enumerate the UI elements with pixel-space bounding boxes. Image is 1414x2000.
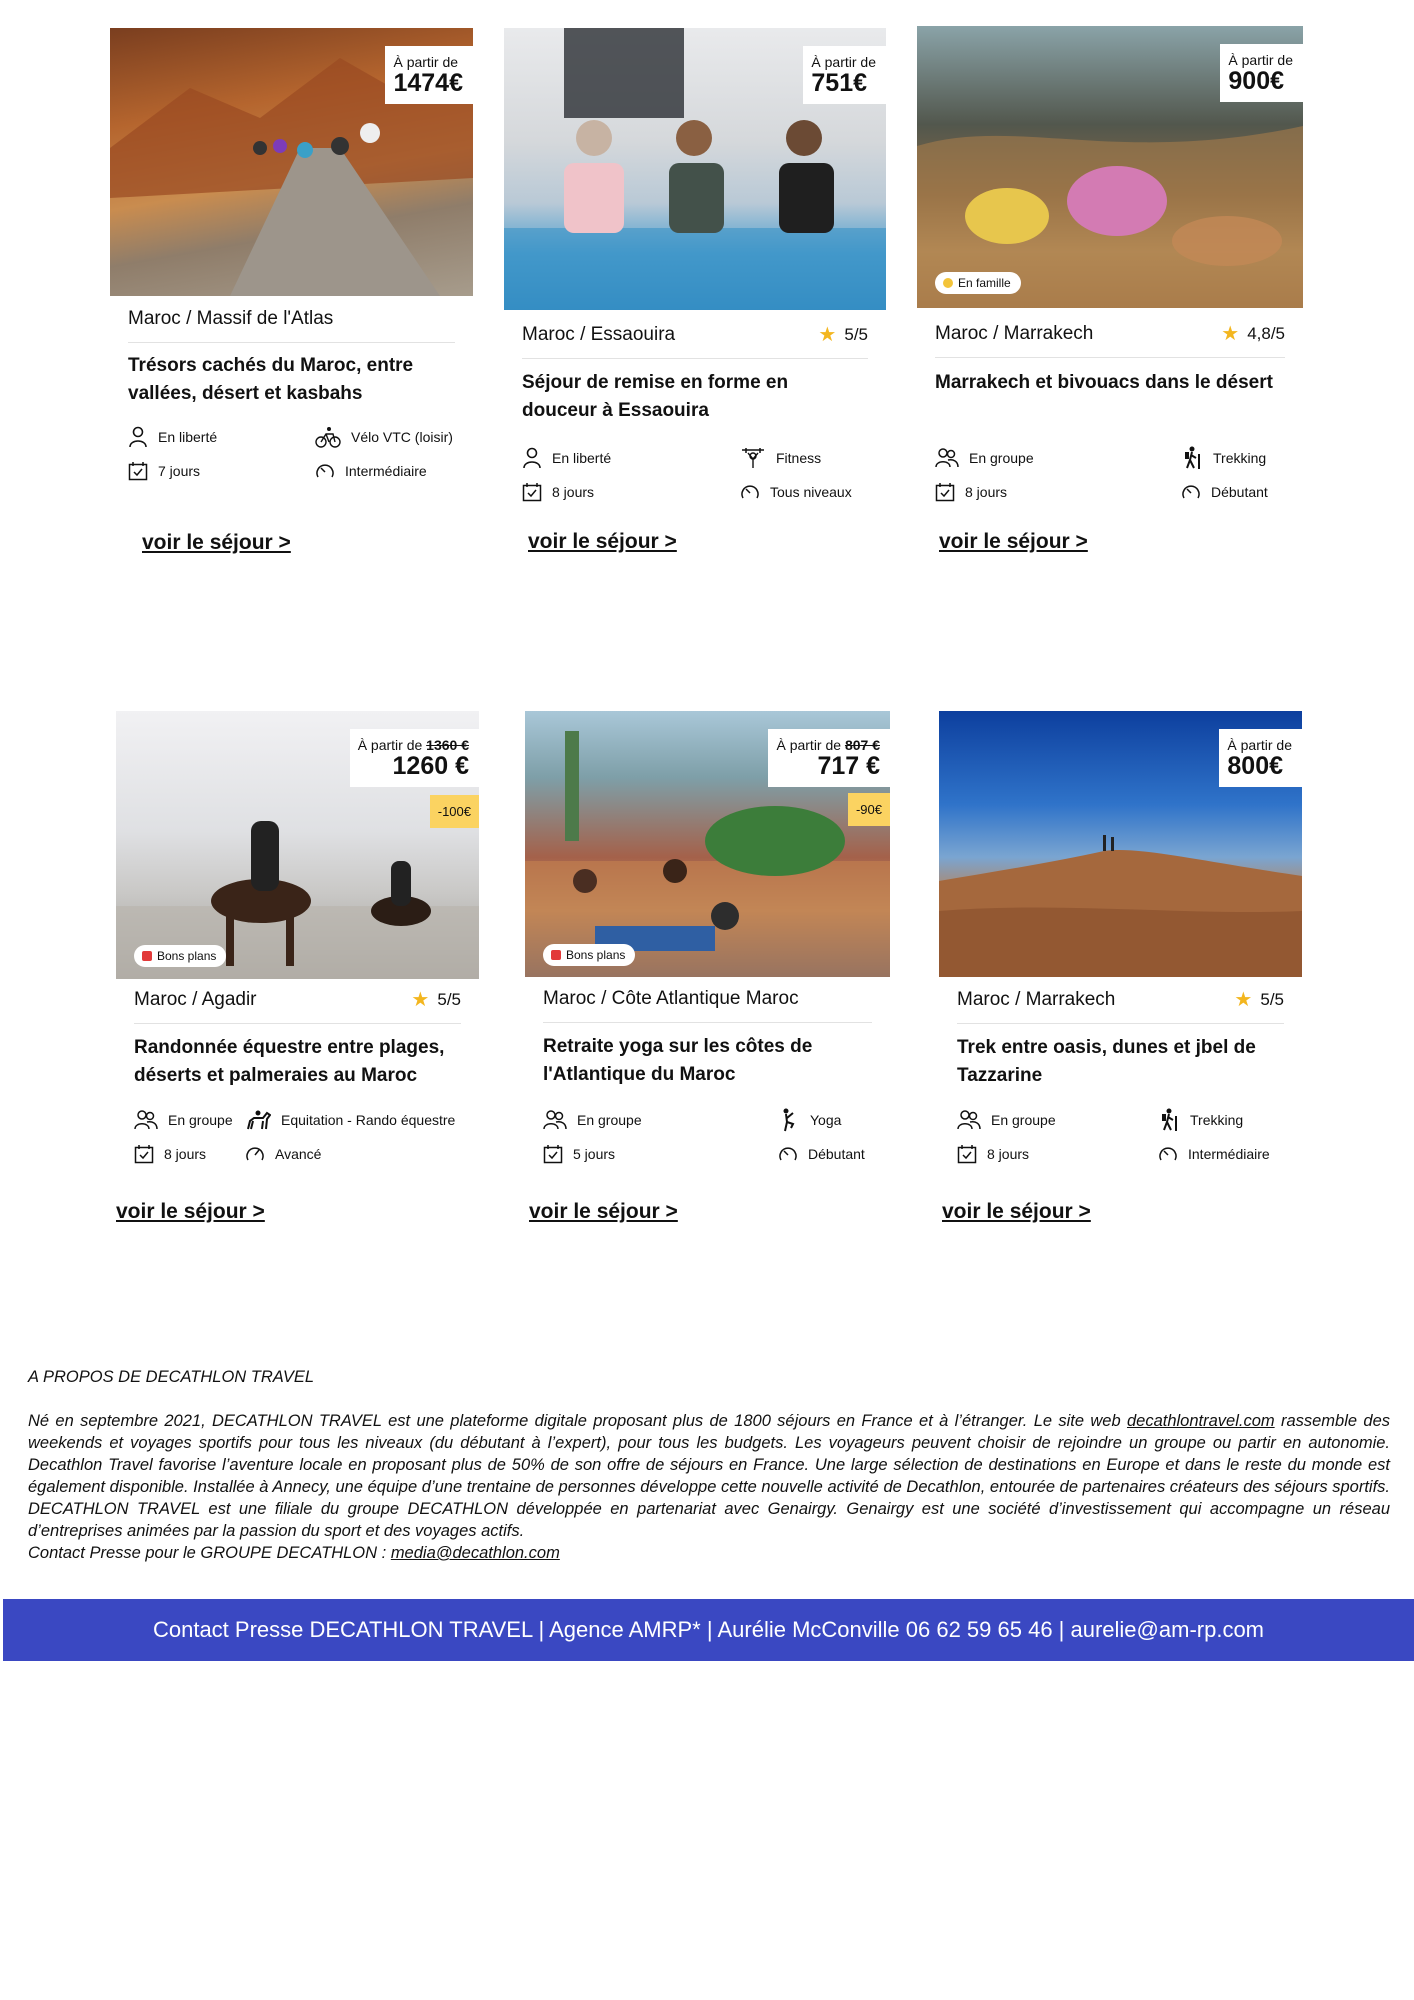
duration xyxy=(543,1144,615,1164)
gauge-icon xyxy=(1158,1144,1178,1164)
press-contact-band xyxy=(3,1599,1414,1661)
price-from-text: À partir de xyxy=(357,737,423,753)
activity-label: Trekking xyxy=(1213,450,1267,466)
see-trip-link[interactable]: voir le séjour > xyxy=(142,531,291,554)
duration-label: 8 jours xyxy=(987,1146,1030,1162)
bike-icon xyxy=(315,426,341,448)
location-text: Maroc / Agadir xyxy=(134,989,257,1010)
badge-label: Bons plans xyxy=(566,948,626,962)
deal-badge xyxy=(543,944,635,966)
trip-photo[interactable] xyxy=(525,711,890,977)
duration xyxy=(134,1144,206,1164)
activity xyxy=(778,1108,872,1132)
website-link[interactable]: decathlontravel.com xyxy=(1126,1412,1275,1430)
tag-icon xyxy=(142,951,152,961)
rating xyxy=(1221,324,1285,344)
location-text: Maroc / Marrakech xyxy=(935,323,1094,344)
calendar-icon xyxy=(543,1144,563,1164)
old-price: 807 € xyxy=(844,737,880,753)
press-contact-text: Contact Presse DECATHLON TRAVEL | Agence AMRP* | Aurélie McConville 06 62 59 65 46 | aurelie@am-rp.com xyxy=(152,1617,1265,1642)
duration xyxy=(522,482,594,502)
see-trip-link[interactable]: voir le séjour > xyxy=(528,530,677,553)
old-price: 1360 € xyxy=(426,737,469,753)
trip-photo[interactable] xyxy=(116,711,479,979)
activity-label: Yoga xyxy=(810,1112,842,1128)
discount-badge: -100€ xyxy=(430,795,479,828)
price-value: 717 € xyxy=(817,752,880,780)
location-text: Maroc / Côte Atlantique Maroc xyxy=(543,988,799,1009)
price-value: 1474€ xyxy=(393,69,463,97)
trip-meta xyxy=(957,1103,1284,1171)
duration xyxy=(957,1144,1029,1164)
trip-card-atlas[interactable] xyxy=(110,28,473,554)
discount-badge: -90€ xyxy=(848,793,890,826)
trip-location xyxy=(134,989,461,1024)
hiker-icon xyxy=(1181,446,1203,470)
activity xyxy=(315,426,455,448)
price-box xyxy=(1220,44,1303,102)
group-type xyxy=(134,1109,233,1131)
group-type-label: En liberté xyxy=(158,429,218,445)
price-value: 751€ xyxy=(811,69,868,97)
duration xyxy=(935,482,1007,502)
location-text: Maroc / Marrakech xyxy=(957,989,1116,1010)
trip-title[interactable]: Trésors cachés du Maroc, entre vallées, désert et kasbahs xyxy=(128,355,414,404)
rating xyxy=(411,990,461,1010)
trip-card-essaouira[interactable] xyxy=(504,28,886,553)
contact-email-link[interactable]: media@decathlon.com xyxy=(390,1544,560,1562)
activity xyxy=(1158,1108,1284,1132)
level xyxy=(740,482,868,502)
activity-label: Fitness xyxy=(776,450,822,466)
gauge-icon xyxy=(1181,482,1201,502)
horse-icon xyxy=(245,1109,271,1131)
group-type-label: En groupe xyxy=(969,450,1034,466)
group-type-label: En groupe xyxy=(991,1112,1056,1128)
price-box xyxy=(803,46,886,104)
price-from-label: À partir de xyxy=(811,54,876,70)
trip-meta xyxy=(522,441,868,509)
group-type xyxy=(128,426,217,448)
dumbbell-icon xyxy=(740,447,766,469)
activity-label: Trekking xyxy=(1190,1112,1244,1128)
trip-title[interactable]: Retraite yoga sur les côtes de l'Atlantique du Maroc xyxy=(543,1036,813,1085)
hiker-icon xyxy=(1158,1108,1180,1132)
see-trip-link[interactable]: voir le séjour > xyxy=(529,1200,678,1223)
calendar-icon xyxy=(134,1144,154,1164)
calendar-icon xyxy=(935,482,955,502)
trip-card-marrakech-bivouac[interactable] xyxy=(917,26,1303,553)
calendar-icon xyxy=(522,482,542,502)
level xyxy=(1181,482,1285,502)
trip-location xyxy=(522,324,868,359)
price-from-label xyxy=(358,737,469,753)
trip-title[interactable]: Trek entre oasis, dunes et jbel de Tazzarine xyxy=(957,1037,1256,1086)
price-box xyxy=(350,729,479,787)
level-label: Intermédiaire xyxy=(1188,1146,1270,1162)
about-heading: A PROPOS DE DECATHLON TRAVEL xyxy=(28,1368,315,1386)
contact-label: Contact Presse pour le GROUPE DECATHLON : xyxy=(28,1544,391,1562)
level-label: Avancé xyxy=(275,1146,322,1162)
group-type xyxy=(543,1109,642,1131)
group-type xyxy=(522,447,611,469)
group-icon xyxy=(134,1109,158,1131)
star-icon: ★ xyxy=(818,324,837,346)
trip-photo[interactable] xyxy=(917,26,1303,308)
duration-label: 8 jours xyxy=(552,484,595,500)
see-trip-link[interactable]: voir le séjour > xyxy=(116,1200,265,1223)
activity xyxy=(740,447,868,469)
family-badge xyxy=(935,272,1021,294)
gauge-icon xyxy=(245,1144,265,1164)
about-section xyxy=(28,1366,1390,1564)
location-text: Maroc / Massif de l'Atlas xyxy=(128,308,334,329)
group-contact xyxy=(28,1542,1390,1564)
trip-photo[interactable] xyxy=(110,28,473,296)
rating-value: 5/5 xyxy=(844,325,868,344)
duration-label: 8 jours xyxy=(164,1146,207,1162)
group-icon xyxy=(957,1109,981,1131)
trip-title[interactable]: Marrakech et bivouacs dans le désert xyxy=(935,372,1273,393)
rating-value: 5/5 xyxy=(1260,990,1284,1009)
trip-meta xyxy=(134,1103,461,1171)
calendar-icon xyxy=(957,1144,977,1164)
group-icon xyxy=(935,447,959,469)
trip-card-tazzarine[interactable] xyxy=(939,711,1302,1223)
activity-label: Equitation - Rando équestre xyxy=(281,1112,456,1128)
smile-icon xyxy=(943,278,953,288)
person-icon xyxy=(128,426,148,448)
about-text-end: rassemble des weekends et voyages sportifs pour tous les niveaux (du débutant à l’expert), pour tous les budgets. Les voyageurs peuvent choisir de rejoindre un groupe ou partir en autonomie. Decathlon Travel favorise l’aventure locale en proposant plus de 50% de son offre de séjours en France. Une large sélection de destinations en Europe et dans le reste du monde est également disponible. Installée à Annecy, une équipe d’une trentaine de personnes développe cette nouvelle activité de Decathlon, entourée de partenaires créateurs des séjours sportifs. DECATHLON TRAVEL est une filiale du groupe DECATHLON développée en partenariat avec Genairgy. Genairgy est une société d’investissement qui accompagne un réseau d’entreprises animées par la passion du sport et des voyages actifs. xyxy=(28,1412,1390,1540)
see-trip-link[interactable]: voir le séjour > xyxy=(942,1200,1091,1223)
duration xyxy=(128,461,200,481)
level-label: Tous niveaux xyxy=(770,484,852,500)
rating-value: 5/5 xyxy=(437,990,461,1009)
activity xyxy=(1181,446,1285,470)
rating xyxy=(818,325,868,345)
see-trip-link[interactable]: voir le séjour > xyxy=(939,530,1088,553)
trip-location xyxy=(128,308,455,343)
group-type-label: En liberté xyxy=(552,450,612,466)
price-box xyxy=(385,46,473,104)
calendar-icon xyxy=(128,461,148,481)
about-text-start: Né en septembre 2021, DECATHLON TRAVEL est une plateforme digitale proposant plus de 1800 séjours en France et à l’étranger. Le site web xyxy=(28,1412,1127,1430)
trip-title[interactable]: Séjour de remise en forme en douceur à Essaouira xyxy=(522,372,789,421)
tag-icon xyxy=(551,950,561,960)
deal-badge xyxy=(134,945,226,967)
level xyxy=(778,1144,872,1164)
price-from-label: À partir de xyxy=(393,54,459,70)
price-value: 1260 € xyxy=(392,752,469,780)
trip-location xyxy=(935,323,1285,358)
price-from-label: À partir de xyxy=(1228,52,1293,68)
activity-label: Vélo VTC (loisir) xyxy=(351,429,453,445)
price-value: 900€ xyxy=(1228,67,1285,95)
trip-photo[interactable] xyxy=(504,28,886,310)
price-value: 800€ xyxy=(1227,752,1284,780)
level xyxy=(245,1144,461,1164)
group-type xyxy=(957,1109,1056,1131)
trip-title[interactable]: Randonnée équestre entre plages, déserts et palmeraies au Maroc xyxy=(134,1037,445,1086)
duration-label: 7 jours xyxy=(158,463,201,479)
trip-meta xyxy=(543,1103,872,1171)
badge-label: Bons plans xyxy=(157,949,217,963)
level xyxy=(315,461,455,481)
price-box xyxy=(1219,729,1302,787)
person-icon xyxy=(522,447,542,469)
duration-label: 8 jours xyxy=(965,484,1008,500)
level xyxy=(1158,1144,1284,1164)
trip-location xyxy=(957,989,1284,1024)
group-type xyxy=(935,447,1034,469)
activity xyxy=(245,1109,461,1131)
price-box xyxy=(768,729,890,787)
level-label: Intermédiaire xyxy=(345,463,427,479)
rating-value: 4,8/5 xyxy=(1247,324,1285,343)
gauge-icon xyxy=(778,1144,798,1164)
star-icon: ★ xyxy=(1234,989,1253,1011)
duration-label: 5 jours xyxy=(573,1146,616,1162)
group-type-label: En groupe xyxy=(577,1112,642,1128)
trip-meta xyxy=(935,441,1285,509)
level-label: Débutant xyxy=(808,1146,865,1162)
trip-photo[interactable] xyxy=(939,711,1302,977)
about-paragraph xyxy=(28,1410,1390,1542)
trip-meta xyxy=(128,420,455,488)
price-from-text: À partir de xyxy=(776,737,842,753)
trip-location xyxy=(543,988,872,1023)
price-from-label: À partir de xyxy=(1227,737,1292,753)
level-label: Débutant xyxy=(1211,484,1268,500)
rating xyxy=(1234,990,1284,1010)
trip-card-agadir[interactable] xyxy=(116,711,479,1223)
star-icon: ★ xyxy=(1221,323,1240,345)
yoga-pose-icon xyxy=(778,1108,800,1132)
gauge-icon xyxy=(740,482,760,502)
group-type-label: En groupe xyxy=(168,1112,233,1128)
trip-card-yoga[interactable] xyxy=(525,711,890,1223)
star-icon: ★ xyxy=(411,989,430,1011)
group-icon xyxy=(543,1109,567,1131)
location-text: Maroc / Essaouira xyxy=(522,324,676,345)
badge-label: En famille xyxy=(958,276,1011,290)
price-from-label xyxy=(776,737,880,753)
gauge-icon xyxy=(315,461,335,481)
